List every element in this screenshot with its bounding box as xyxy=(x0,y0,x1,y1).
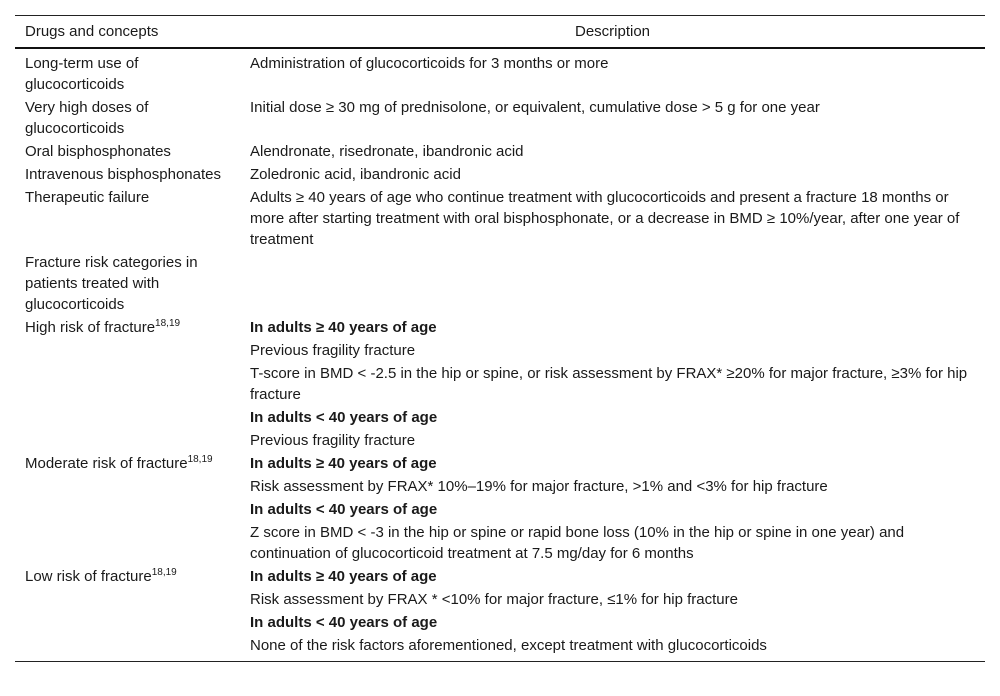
description-cell xyxy=(240,565,985,662)
concept-text-wrapper xyxy=(25,316,230,339)
description-cell xyxy=(240,96,985,140)
description-text: Previous fragility fracture xyxy=(250,432,416,449)
header-description: Description xyxy=(240,16,985,49)
age-group-subheading: In adults < 40 years of age xyxy=(250,501,438,518)
age-group-subheading: In adults < 40 years of age xyxy=(250,409,438,426)
table-row xyxy=(15,140,985,163)
concept-label: Therapeutic failure xyxy=(25,189,150,206)
concept-cell xyxy=(15,48,240,96)
age-group-subheading: In adults ≥ 40 years of age xyxy=(250,568,437,585)
table-row xyxy=(15,251,985,316)
table-header-row xyxy=(15,16,985,49)
concept-cell xyxy=(15,140,240,163)
concept-cell xyxy=(15,565,240,662)
concept-label: Intravenous bisphosphonates xyxy=(25,166,221,183)
definitions-table xyxy=(15,15,985,662)
table-row xyxy=(15,186,985,251)
description-text: Initial dose ≥ 30 mg of prednisolone, or equivalent, cumulative dose > 5 g for one year xyxy=(250,99,820,116)
description-cell xyxy=(240,48,985,96)
table-row xyxy=(15,48,985,96)
concept-text-wrapper xyxy=(25,251,230,316)
description-cell xyxy=(240,186,985,251)
description-cell xyxy=(240,251,985,316)
description-text: Previous fragility fracture xyxy=(250,342,416,359)
age-group-subheading: In adults ≥ 40 years of age xyxy=(250,319,437,336)
concept-text-wrapper xyxy=(25,186,230,209)
reference-superscript: 18,19 xyxy=(155,318,181,329)
reference-superscript: 18,19 xyxy=(151,567,177,578)
table-row xyxy=(15,316,985,452)
concept-label: Long-term use of glucocorticoids xyxy=(25,55,139,93)
description-text: Adults ≥ 40 years of age who continue treatment with glucocorticoids and present a fracture 18 months or more after starting treatment with oral bisphosphonate, or a decrease in BMD ≥ 10%/year, after one year of treatment xyxy=(250,189,960,248)
header-drugs-and-concepts: Drugs and concepts xyxy=(15,16,240,49)
table-body xyxy=(15,48,985,662)
description-cell xyxy=(240,140,985,163)
concept-label: High risk of fracture xyxy=(25,319,156,336)
reference-superscript: 18,19 xyxy=(187,454,213,465)
description-text: Administration of glucocorticoids for 3 months or more xyxy=(250,55,609,72)
table-row xyxy=(15,565,985,662)
table-row xyxy=(15,96,985,140)
description-text: None of the risk factors aforementioned, except treatment with glucocorticoids xyxy=(250,637,767,654)
table-row xyxy=(15,163,985,186)
concept-label: Moderate risk of fracture xyxy=(25,455,188,472)
concept-cell xyxy=(15,163,240,186)
concept-cell xyxy=(15,186,240,251)
concept-text-wrapper xyxy=(25,452,230,475)
concept-text-wrapper xyxy=(25,52,230,96)
description-text: Z score in BMD < -3 in the hip or spine or rapid bone loss (10% in the hip or spine in one year) and continuation of glucocorticoid treatment at 7.5 mg/day for 6 months xyxy=(250,524,905,562)
concept-label: Very high doses of glucocorticoids xyxy=(25,99,149,137)
description-cell xyxy=(240,163,985,186)
concept-text-wrapper xyxy=(25,163,230,186)
age-group-subheading: In adults ≥ 40 years of age xyxy=(250,455,437,472)
description-text: Risk assessment by FRAX * <10% for major fracture, ≤1% for hip fracture xyxy=(250,591,738,608)
concept-cell xyxy=(15,452,240,565)
description-text: Alendronate, risedronate, ibandronic acid xyxy=(250,143,524,160)
age-group-subheading: In adults < 40 years of age xyxy=(250,614,438,631)
description-cell xyxy=(240,316,985,452)
concept-cell xyxy=(15,251,240,316)
description-text: Zoledronic acid, ibandronic acid xyxy=(250,166,461,183)
table-row xyxy=(15,452,985,565)
definitions-table-container xyxy=(15,15,985,662)
concept-label: Low risk of fracture xyxy=(25,568,152,585)
concept-text-wrapper xyxy=(25,96,230,140)
concept-text-wrapper xyxy=(25,565,230,588)
description-text: Risk assessment by FRAX* 10%–19% for major fracture, >1% and <3% for hip fracture xyxy=(250,478,828,495)
concept-label: Oral bisphosphonates xyxy=(25,143,171,160)
concept-cell xyxy=(15,96,240,140)
concept-text-wrapper xyxy=(25,140,230,163)
concept-label: Fracture risk categories in patients treated with glucocorticoids xyxy=(25,254,198,313)
description-text: T-score in BMD < -2.5 in the hip or spine, or risk assessment by FRAX* ≥20% for major fracture, ≥3% for hip fracture xyxy=(250,365,968,403)
description-cell xyxy=(240,452,985,565)
concept-cell xyxy=(15,316,240,452)
